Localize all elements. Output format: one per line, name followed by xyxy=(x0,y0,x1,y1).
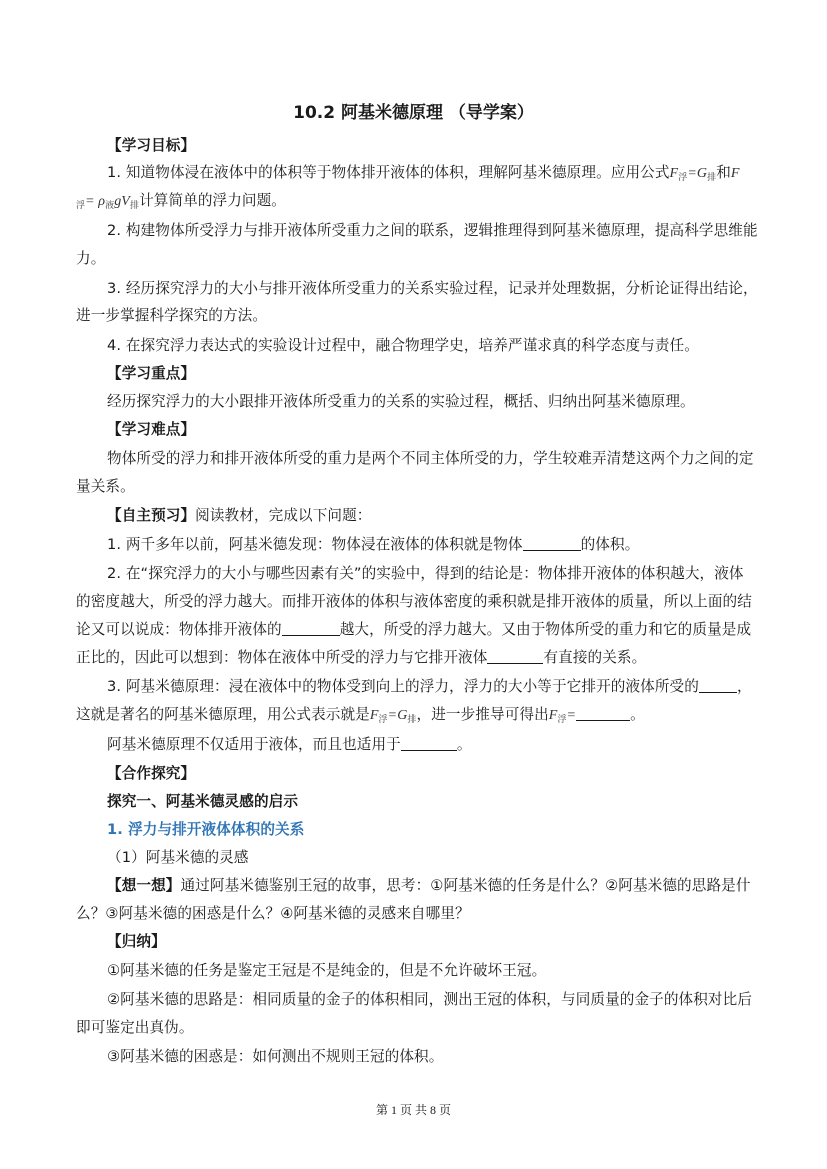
fill-blank[interactable] xyxy=(523,536,581,551)
goals-heading: 【学习目标】 xyxy=(107,137,196,154)
difficulty-heading: 【学习难点】 xyxy=(107,421,196,438)
formula-f-buoyancy: F xyxy=(669,166,679,181)
summary-3: ③阿基米德的困惑是：如何测出不规则王冠的体积。 xyxy=(107,1048,444,1065)
goal-1-line-2: $_浮= \rho_液gV_排$计算简单的浮力问题。 xyxy=(76,192,287,211)
preview-heading: 【自主预习】 xyxy=(107,507,196,524)
summary-2-line-2: 即可鉴定出真伪。 xyxy=(76,1019,194,1036)
goal-3-line-1: 3. 经历探究浮力的大小与排开液体所受重力的关系实验过程，记录并处理数据，分析论证得出结论， xyxy=(107,280,758,297)
preview-intro-line: 【自主预习】阅读教材，完成以下问题： xyxy=(107,507,372,524)
fill-blank[interactable] xyxy=(699,678,737,693)
cooperation-heading: 【合作探究】 xyxy=(107,765,196,782)
summary-1: ①阿基米德的任务是鉴定王冠是不是纯金的，但是不允许破坏王冠。 xyxy=(107,962,547,979)
subsection-1-heading: 1. 浮力与排开液体体积的关系 xyxy=(107,821,305,838)
preview-q2-line-2: 的密度越大，所受的浮力越大。而排开液体的体积与液体密度的乘积就是排开液体的质量，所以上面的结 xyxy=(76,593,752,610)
goal-4: 4. 在探究浮力表达式的实验设计过程中，融合物理学史，培养严谨求真的科学态度与责任。 xyxy=(107,337,699,354)
summary-2-line-1: ②阿基米德的思路是：相同质量的金子的体积相同，测出王冠的体积，与同质量的金子的体积对比后 xyxy=(107,991,753,1008)
difficulty-line-1: 物体所受的浮力和排开液体所受的重力是两个不同主体所受的力，学生较难弄清楚这两个力之间的定 xyxy=(107,450,754,467)
key-points-text: 经历探究浮力的大小跟排开液体所受重力的关系的实验过程，概括、归纳出阿基米德原理。 xyxy=(107,393,695,410)
goal-2-line-2: 力。 xyxy=(76,250,106,267)
think-label: 【想一想】 xyxy=(107,877,181,894)
fill-blank[interactable] xyxy=(487,649,543,664)
preview-q3-line-1: 3. 阿基米德原理：浸在液体中的物体受到向上的浮力，浮力的大小等于它排开的液体所受的 ， xyxy=(107,678,752,695)
goal-2-line-1: 2. 构建物体所受浮力与排开液体所受重力之间的联系，逻辑推理得到阿基米德原理，提高科学思维能 xyxy=(107,222,758,239)
fill-blank[interactable] xyxy=(401,736,457,751)
goal-1-line-1: 1. 知道物体浸在液体中的体积等于物体排开液体的体积，理解阿基米德原理。应用公式$F_浮=G_排$和F xyxy=(107,164,740,183)
page-footer: 第 1 页 共 8 页 xyxy=(375,1103,451,1117)
key-points-heading: 【学习重点】 xyxy=(107,365,196,382)
preview-q2-line-4: 正比的，因此可以想到：物体在液体中所受的浮力与它排开液体 有直接的关系。 xyxy=(76,649,647,666)
preview-q1: 1. 两千多年以前，阿基米德发现：物体浸在液体的体积就是物体 的体积。 xyxy=(107,536,640,553)
think-line-2: 么？③阿基米德的困惑是什么？④阿基米德的灵感来自哪里？ xyxy=(76,905,470,922)
preview-q4: 阿基米德原理不仅适用于液体，而且也适用于 。 xyxy=(107,736,472,753)
preview-q2-line-3: 论又可以说成：物体排开液体的 越大，所受的浮力越大。又由于物体所受的重力和它的质量是成 xyxy=(76,621,752,638)
page-title: 10.2 阿基米德原理 （导学案） xyxy=(293,103,534,123)
subsection-1-1: （1）阿基米德的灵感 xyxy=(107,849,249,866)
goal-3-line-2: 进一步掌握科学探究的方法。 xyxy=(76,307,268,324)
fill-blank[interactable] xyxy=(282,621,340,636)
difficulty-line-2: 量关系。 xyxy=(76,478,135,495)
think-line-1: 【想一想】通过阿基米德鉴别王冠的故事，思考：①阿基米德的任务是什么？②阿基米德的思路是什 xyxy=(107,877,751,894)
fill-blank[interactable] xyxy=(576,706,630,721)
preview-q2-line-1: 2. 在“探究浮力的大小与哪些因素有关”的实验中，得到的结论是：物体排开液体的体积越大，液体 xyxy=(107,565,744,582)
explore-1-heading: 探究一、阿基米德灵感的启示 xyxy=(107,793,299,810)
preview-q3-line-2: 这就是著名的阿基米德原理，用公式表示就是$F_浮=G_排$，进一步推导可得出$F_浮=$ 。 xyxy=(76,706,645,725)
summary-heading: 【归纳】 xyxy=(107,933,166,950)
